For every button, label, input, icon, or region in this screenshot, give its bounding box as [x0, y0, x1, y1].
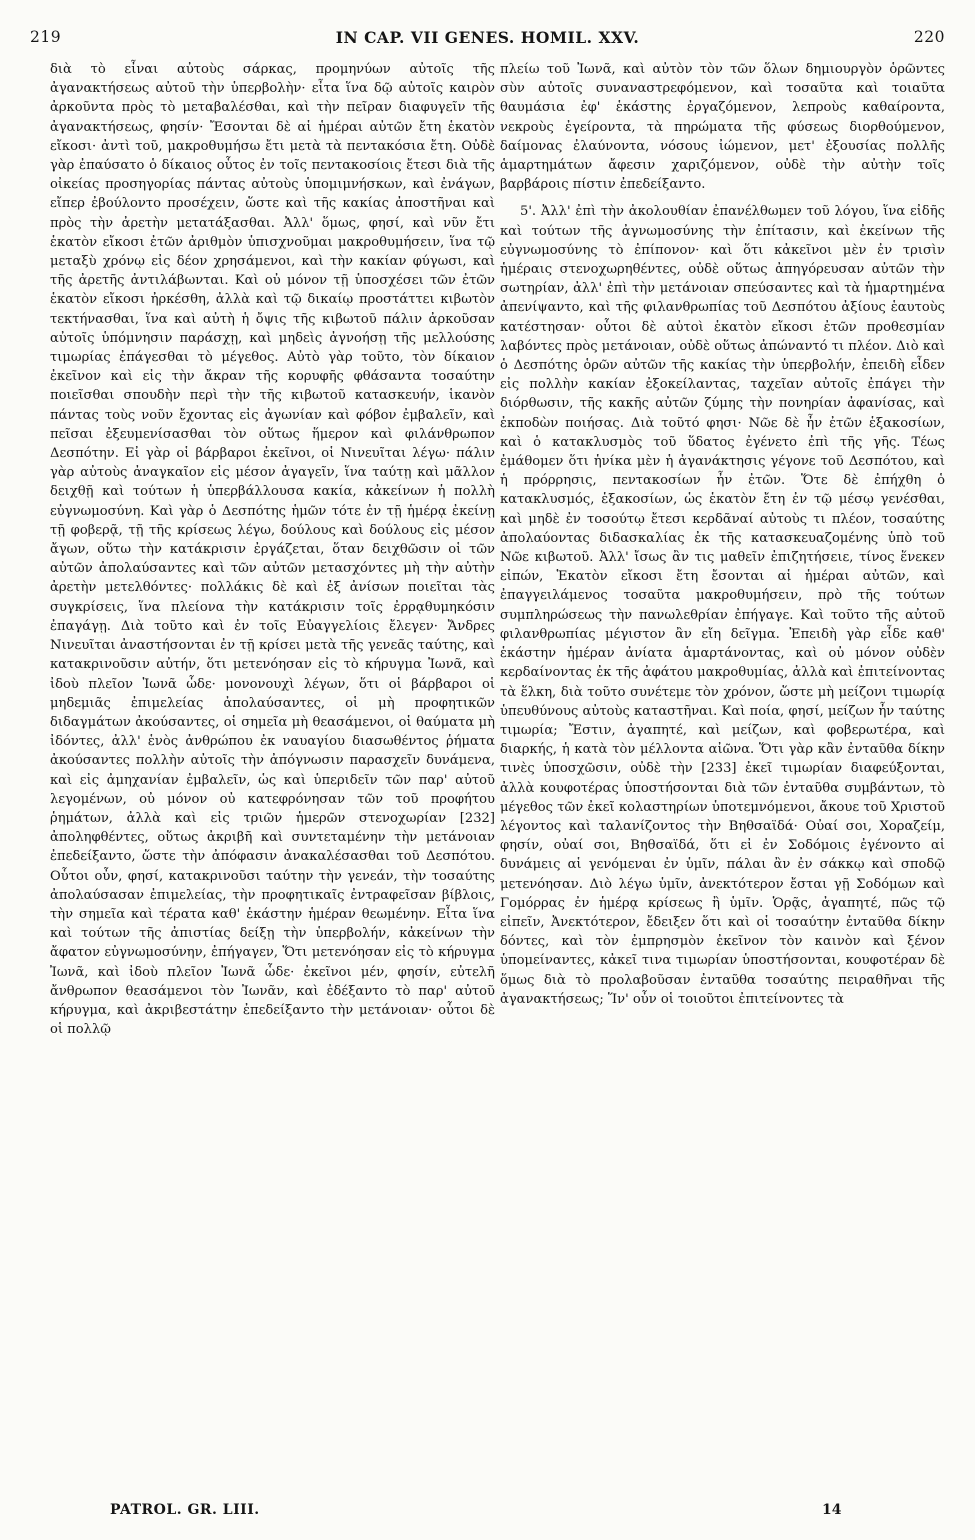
- page-number-left: 219: [30, 28, 62, 46]
- section-spacer: [500, 194, 945, 202]
- sheet-number: 14: [822, 1502, 842, 1518]
- running-head: [30, 28, 945, 54]
- page-number-right: 220: [913, 28, 945, 46]
- series-signature: PATROL. GR. LIII.: [110, 1502, 260, 1518]
- right-column: [500, 60, 945, 1009]
- paragraph: διὰ τὸ εἶναι αὐτοὺς σάρκας, προμηνύων αὐτοῖς τῆς ἀγανακτήσεως αὐτοῦ τὴν ὑπερβολὴν· εἶτα ἵνα δῷ αὐτοῖς καιρὸν ἀρκοῦντα πρὸς τὸ μεταβαλέσθαι, καὶ τὴν πεῖραν διαφυγεῖν τῆς ἀγανακτήσεως, φησίν· Ἔσονται δὲ αἱ ἡμέραι αὐτῶν ἔτη ἑκατὸν εἴκοσι· ἀντὶ τοῦ, μακροθυμήσω ἔτι μετὰ τὰ πεντακόσια ἔτη. Οὐδὲ γὰρ ἐπαύσατο ὁ δίκαιος οὗτος ἐν τοῖς πεντακοσίοις ἔτεσι διὰ τῆς οἰκείας προσηγορίας πάντας αὐτοὺς ὑπομιμνήσκων, καὶ ἐνάγων, εἴπερ ἐβούλοντο προσέχειν, ὥστε καὶ τῆς κακίας ἀποστῆναι καὶ πρὸς τὴν ἀρετὴν μετατάξασθαι. Ἀλλ' ὅμως, φησί, καὶ νῦν ἔτι ἑκατὸν εἴκοσι ἐτῶν ἀριθμὸν ὑπισχνοῦμαι μακροθυμήσειν, ἵνα τῷ μεταξὺ χρόνῳ εἰς δέον χρησάμενοι, καὶ τὴν κακίαν φύγωσι, καὶ τῆς ἀρετῆς ἀντιλάβωνται. Καὶ οὐ μόνον τῇ ὑποσχέσει τῶν ἐτῶν ἑκατὸν εἴκοσι ἠρκέσθη, ἀλλὰ καὶ τῷ δικαίῳ προστάττει κιβωτὸν τεκτήνασθαι, ἵνα καὶ αὐτὴ ἡ ὄψις τῆς κιβωτοῦ πάλιν ἀρκοῦσαν αὐτοῖς ὑπόμνησιν παράσχῃ, καὶ μηδεὶς ἀγνοήσῃ τῆς μελλούσης τιμωρίας ἐπάγεσθαι τὸ μέγεθος. Αὐτὸ γὰρ τοῦτο, τὸν δίκαιον ἐκεῖνον καὶ εἰς τὴν ἄκραν τῆς κορυφῆς φθάσαντα τοσαύτην ποιεῖσθαι σπουδὴν περὶ τὴν τῆς κιβωτοῦ κατασκευήν, ἱκανὸν πάντας τοὺς νοῦν ἔχοντας εἰς ἀγωνίαν καὶ φόβον ἐμβαλεῖν, καὶ πεῖσαι ἐξευμενίσασθαι τὸν οὕτως ἥμερον καὶ φιλάνθρωπον Δεσπότην. Εἰ γὰρ οἱ βάρβαροι ἐκεῖνοι, οἱ Νινευῖται λέγω· πάλιν γὰρ αὐτοὺς ἀναγκαῖον εἰς μέσον ἀγαγεῖν, ἵνα ταύτῃ καὶ μᾶλλον δειχθῇ καὶ τούτων ἡ ὑπερβάλλουσα κακία, κἀκείνων ἡ πολλὴ εὐγνωμοσύνη. Καὶ γὰρ ὁ Δεσπότης ἡμῶν τότε ἐν τῇ ἡμέρᾳ ἐκείνῃ τῇ φοβερᾷ, τῇ τῆς κρίσεως λέγω, δούλους καὶ δούλους εἰς μέσον ἄγων, οὕτω τὴν κατάκρισιν ἐργάζεται, ὅταν δειχθῶσιν οἱ τῶν αὐτῶν ἀπολαύσαντες καὶ τῶν αὐτῶν μετασχόντες μὴ τὴν αὐτὴν ἀρετὴν μετελθόντες· πολλάκις δὲ καὶ ἐξ ἀνίσων ποιεῖται τὰς συγκρίσεις, ἵνα πλείονα τὴν κατάκρισιν τοῖς ἐρρᾳθυμηκόσιν ἐπαγάγῃ. Διὰ τοῦτο καὶ ἐν τοῖς Εὐαγγελίοις ἔλεγεν· Ἄνδρες Νινευῖται ἀναστήσονται ἐν τῇ κρίσει μετὰ τῆς γενεᾶς ταύτης, καὶ κατακρινοῦσιν αὐτήν, ὅτι μετενόησαν εἰς τὸ κήρυγμα Ἰωνᾶ, καὶ ἰδοὺ πλεῖον Ἰωνᾶ ὧδε· μονονουχὶ λέγων, ὅτι οἱ βάρβαροι οἱ μηδεμιᾶς ἐπιμελείας ἀπολαύσαντες, οἱ μὴ προφητικῶν διδαγμάτων ἀκούσαντες, οἱ σημεῖα μὴ θεασάμενοι, οἱ θαύματα μὴ ἰδόντες, ἀλλ' ἑνὸς ἀνθρώπου ἐκ ναυαγίου διασωθέντος ῥήματα ἀκούσαντες πολλὴν αὐτοῖς τὴν ἀπόγνωσιν παρασχεῖν δυνάμενα, καὶ εἰς ἀμηχανίαν ἐμβαλεῖν, ὡς καὶ ὑπεριδεῖν τῶν παρ' αὐτοῦ λεγομένων, οὐ μόνον οὐ κατεφρόνησαν τῶν τοῦ προφήτου ῥημάτων, ἀλλὰ καὶ εἰς τριῶν ἡμερῶν στενοχωρίαν [232] ἀποληφθέντες, οὕτως ἀκριβῆ καὶ συντεταμένην τὴν μετάνοιαν ἐπεδείξαντο, ὥστε τὴν ἀπόφασιν ἀνακαλέσασθαι τοῦ Δεσπότου. Οὗτοι οὖν, φησί, κατακρινοῦσι ταύτην τὴν γενεάν, τὴν τοσαύτης ἀπολαύσασαν ἐπιμελείας, τὴν προφητικαῖς ἐντραφεῖσαν βίβλοις, τὴν σημεῖα καὶ τέρατα καθ' ἑκάστην ἡμέραν θεωμένην. Εἶτα ἵνα καὶ τούτων τῆς ἀπιστίας δείξῃ τὴν ὑπερβολήν, κἀκείνων τὴν ἄφατον εὐγνωμοσύνην, ἐπήγαγεν, Ὅτι μετενόησαν εἰς τὸ κήρυγμα Ἰωνᾶ, καὶ ἰδοὺ πλεῖον Ἰωνᾶ ὧδε· ἐκεῖνοι μέν, φησίν, εὐτελῆ ἄνθρωπον θεασάμενοι τὸν Ἰωνᾶν, καὶ ἐδέξαντο τὸ παρ' αὐτοῦ κήρυγμα, καὶ ἀκριβεστάτην ἐπεδείξαντο τὴν μετάνοιαν· οὗτοι δὲ οἱ πολλῷ: [50, 62, 495, 1038]
- running-title: IN CAP. VII GENES. HOMIL. XXV.: [335, 28, 640, 47]
- left-column: [50, 60, 495, 1039]
- paragraph: πλείω τοῦ Ἰωνᾶ, καὶ αὐτὸν τὸν τῶν ὅλων δημιουργὸν ὁρῶντες σὺν αὐτοῖς συναναστρεφόμενον, καὶ τοσαῦτα καὶ τοιαῦτα θαυμάσια ἐφ' ἑκάστης ἐργαζόμενον, λεπροὺς καθαίροντα, νεκροὺς ἐγείροντα, τὰ πηρώματα τῆς φύσεως διορθούμενον, δαίμονας ἐλαύνοντα, νόσους ἰώμενον, μετ' ἐξουσίας πολλῆς ἁμαρτημάτων ἄφεσιν χαριζόμενον, οὐδὲ τὴν αὐτὴν τοῖς βαρβάροις πίστιν ἐπεδείξαντο.: [500, 62, 945, 193]
- paragraph: 5'. Ἀλλ' ἐπὶ τὴν ἀκολουθίαν ἐπανέλθωμεν τοῦ λόγου, ἵνα εἰδῆς καὶ τούτων τῆς ἀγνωμοσύνης τὴν ἐπίτασιν, καὶ ἐκείνων τῆς εὐγνωμοσύνης τὸ ἐπίπονον· καὶ ὅτι κἀκεῖνοι μὲν ἐν τρισὶν ἡμέραις στενοχωρηθέντες, οὐδὲ οὕτως ἀπηγόρευσαν αὐτῶν τὴν σωτηρίαν, ἀλλ' ἐπὶ τὴν μετάνοιαν σπεύσαντες καὶ τὰ ἡμαρτημένα ἀπενίψαντο, καὶ τῆς φιλανθρωπίας τοῦ Δεσπότου ἀξίους ἑαυτοὺς κατέστησαν· οὗτοι δὲ αὐτοὶ ἑκατὸν εἴκοσι ἐτῶν προθεσμίαν λαβόντες πρὸς μετάνοιαν, οὐδὲ οὕτως ἀπώναντό τι πλέον. Διὸ καὶ ὁ Δεσπότης ὁρῶν αὐτῶν τῆς κακίας τὴν ὑπερβολήν, ἐπειδὴ εἶδεν εἰς πολλὴν κακίαν ἐξοκείλαντας, ταχεῖαν αὐτοῖς ἐπάγει τὴν διόρθωσιν, τῆς κακῆς αὐτῶν ζύμης τὴν πονηρίαν ἀφανίσας, καὶ ἐκποδὼν ποιήσας. Διὰ τοῦτό φησι· Νῶε δὲ ἦν ἐτῶν ἑξακοσίων, καὶ ὁ κατακλυσμὸς τοῦ ὕδατος ἐγένετο ἐπὶ τῆς γῆς. Τέως ἐμάθομεν ὅτι ἡνίκα μὲν ἡ ἀγανάκτησις γέγονε τοῦ Δεσπότου, καὶ ἡ πρόρρησις, πεντακοσίων ἦν ἐτῶν. Ὅτε δὲ ἐπήχθη ὁ κατακλυσμός, ἑξακοσίων, ὡς ἑκατὸν ἔτη ἐν τῷ μέσῳ γενέσθαι, καὶ μηδὲ ἐν τοσούτῳ ἔτεσι κερδᾶναί αὐτοὺς τι πλέον, τοσαύτης ἀπολαύοντας διδασκαλίας ἐκ τῆς κατασκευαζομένης ὑπὸ τοῦ Νῶε κιβωτοῦ. Ἀλλ' ἴσως ἂν τις μαθεῖν ἐπιζητήσειε, τίνος ἕνεκεν εἰπών, Ἑκατὸν εἴκοσι ἔτη ἔσονται αἱ ἡμέραι αὐτῶν, καὶ ἐπαγγειλάμενος τοσαῦτα μακροθυμήσειν, πρὸ τῆς τούτων συμπληρώσεως τὴν πανωλεθρίαν ἐπήγαγε. Καὶ τοῦτο τῆς αὐτοῦ φιλανθρωπίας μέγιστον ἂν εἴη δεῖγμα. Ἐπειδὴ γὰρ εἶδε καθ' ἑκάστην ἡμέραν ἀνίατα ἁμαρτάνοντας, καὶ οὐ μόνον οὐδὲν κερδαίνοντας ἐκ τῆς ἀφάτου μακροθυμίας, ἀλλὰ καὶ ἐπιτείνοντας τὰ ἕλκη, διὰ τοῦτο συνέτεμε τὸν χρόνον, ὥστε μὴ μείζονι τιμωρίᾳ ὑπευθύνους αὐτοὺς καταστῆναι. Καὶ ποία, φησί, μείζων ἦν ταύτης τιμωρία; Ἔστιν, ἀγαπητέ, καὶ μείζων, καὶ φοβερωτέρα, καὶ διαρκής, ἡ κατὰ τὸν μέλλοντα αἰῶνα. Ὅτι γὰρ κἂν ἐνταῦθα δίκην τινὲς ὑποσχῶσιν, οὐδὲ τὴν [233] ἐκεῖ τιμωρίαν διαφεύξονται, ἀλλὰ κουφοτέρας ὑποστήσονται διὰ τῶν ἐνταῦθα συμβάντων, τὸ μέγεθος τῶν ἐκεῖ κολαστηρίων ὑποτεμνόμενοι, ἄκουε τοῦ Χριστοῦ λέγοντος καὶ ταλανίζοντος τὴν Βηθσαϊδά· Οὐαί σοι, Χοραζείμ, φησίν, οὐαί σοι, Βηθσαϊδά, ὅτι εἰ ἐν Σοδόμοις ἐγένοντο αἱ δυνάμεις αἱ γενόμεναι ἐν ὑμῖν, πάλαι ἂν ἐν σάκκῳ καὶ σποδῷ μετενόησαν. Διὸ λέγω ὑμῖν, ἀνεκτότερον ἔσται γῇ Σοδόμων καὶ Γομόρρας ἐν ἡμέρᾳ κρίσεως ἢ ὑμῖν. Ὁρᾷς, ἀγαπητέ, πῶς τῷ εἰπεῖν, Ἀνεκτότερον, ἔδειξεν ὅτι καὶ οἱ τοσαύτην ἐνταῦθα δίκην δόντες, καὶ τὸν ἐμπρησμὸν ἐκεῖνον τὸν καινὸν καὶ ξένον ὑπομείναντες, κἀκεῖ τινα τιμωρίαν ὑποστήσονται, κουφοτέραν δὲ ὅμως διὰ τὸ προλαβοῦσαν ἐνταῦθα τοσαύτης πειραθῆναι τῆς ἀγανακτήσεως; Ἵν' οὖν οἱ τοιοῦτοι ἐπιτείνοντες τὰ: [500, 204, 945, 1007]
- page-footer: [0, 1502, 975, 1526]
